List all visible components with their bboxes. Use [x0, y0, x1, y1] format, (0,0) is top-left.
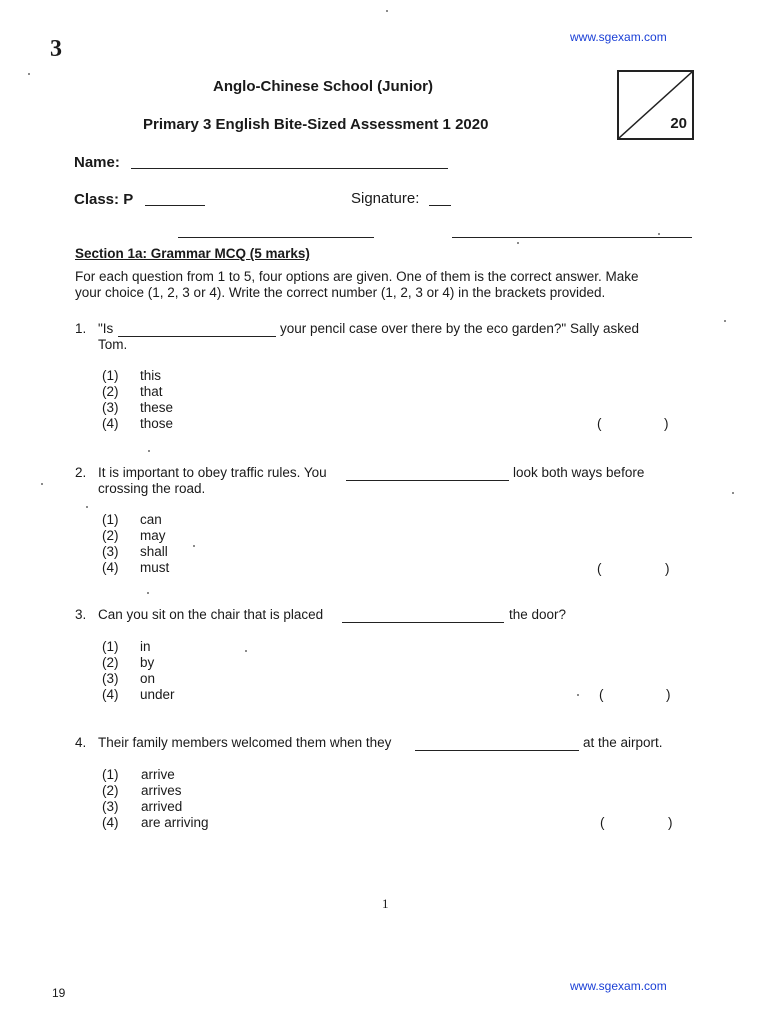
class-label: Class: P: [74, 191, 134, 208]
option-number: (3): [102, 799, 119, 814]
option-number: (4): [102, 560, 119, 575]
page-number-center: 1: [382, 896, 389, 911]
option-text: under: [140, 687, 175, 702]
answer-blank[interactable]: [415, 750, 579, 751]
answer-bracket-close[interactable]: ): [668, 815, 673, 830]
option-number: (4): [102, 416, 119, 431]
option-text: by: [140, 655, 155, 670]
website-link-bottom[interactable]: www.sgexam.com: [570, 979, 667, 993]
option-text: are arriving: [141, 815, 209, 830]
scan-speck: [86, 506, 88, 508]
option-text: in: [140, 639, 151, 654]
name-field-line[interactable]: [131, 168, 448, 169]
option-number: (2): [102, 655, 119, 670]
answer-bracket-close[interactable]: ): [665, 561, 670, 576]
scan-speck: [147, 592, 149, 594]
option-number: (3): [102, 671, 119, 686]
question-number: 4.: [75, 735, 87, 750]
score-total: 20: [670, 115, 687, 132]
option-text: can: [140, 512, 162, 527]
answer-bracket-open[interactable]: (: [597, 561, 602, 576]
option-text: must: [140, 560, 170, 575]
website-link-top[interactable]: www.sgexam.com: [570, 30, 667, 44]
question-text-start: Can you sit on the chair that is placed: [98, 607, 324, 622]
option-number: (1): [102, 639, 119, 654]
question-text-end: look both ways before: [513, 465, 645, 480]
name-label: Name:: [74, 154, 120, 171]
page-number-left: 19: [52, 986, 66, 1000]
answer-bracket-close[interactable]: ): [664, 416, 669, 431]
option-number: (3): [102, 544, 119, 559]
answer-bracket-open[interactable]: (: [600, 815, 605, 830]
answer-bracket-open[interactable]: (: [597, 416, 602, 431]
option-text: these: [140, 400, 174, 415]
question-number: 3.: [75, 607, 87, 622]
option-number: (2): [102, 783, 119, 798]
option-number: (3): [102, 400, 119, 415]
school-name: Anglo-Chinese School (Junior): [213, 78, 433, 95]
page-number-top: 3: [50, 36, 62, 62]
instructions-line-2: your choice (1, 2, 3 or 4). Write the correct number (1, 2, 3 or 4) in the brackets provided.: [75, 285, 606, 300]
question-number: 1.: [75, 321, 87, 336]
option-number: (2): [102, 384, 119, 399]
score-box: [617, 70, 694, 140]
scan-speck: [724, 320, 726, 322]
section-title: Section 1a: Grammar MCQ (5 marks): [75, 246, 310, 261]
signature-field-line[interactable]: [429, 205, 451, 206]
answer-blank[interactable]: [342, 622, 504, 623]
option-text: arrives: [141, 783, 182, 798]
option-number: (4): [102, 687, 119, 702]
question-text-end: the door?: [509, 607, 567, 622]
scan-speck: [732, 492, 734, 494]
option-text: arrived: [141, 799, 183, 814]
scan-speck: [658, 233, 660, 235]
scan-speck: [41, 483, 43, 485]
option-text: may: [140, 528, 166, 543]
answer-blank[interactable]: [346, 480, 509, 481]
question-number: 2.: [75, 465, 87, 480]
question-text-start: It is important to obey traffic rules. You: [98, 465, 327, 480]
option-text: arrive: [141, 767, 175, 782]
scan-speck: [28, 73, 30, 75]
option-text: this: [140, 368, 162, 383]
question-text-start: Their family members welcomed them when they: [98, 735, 392, 750]
answer-blank[interactable]: [118, 336, 276, 337]
scan-speck: [245, 650, 247, 652]
divider-left: [178, 237, 374, 238]
question-text-line-2: crossing the road.: [98, 481, 206, 496]
scan-speck: [148, 450, 150, 452]
class-field-line[interactable]: [145, 205, 205, 206]
instructions-line-1: For each question from 1 to 5, four options are given. One of them is the correct answer. Make: [75, 269, 639, 284]
option-number: (1): [102, 767, 119, 782]
option-number: (2): [102, 528, 119, 543]
question-text-end: at the airport.: [583, 735, 663, 750]
scan-speck: [517, 242, 519, 244]
option-number: (4): [102, 815, 119, 830]
question-text-line-2: Tom.: [98, 337, 128, 352]
answer-bracket-close[interactable]: ): [666, 687, 671, 702]
signature-label: Signature:: [351, 190, 420, 207]
option-text: on: [140, 671, 156, 686]
divider-right: [452, 237, 692, 238]
scan-speck: [193, 545, 195, 547]
question-text-start: "Is: [98, 321, 114, 336]
answer-bracket-open[interactable]: (: [599, 687, 604, 702]
question-text-end: your pencil case over there by the eco garden?" Sally asked: [280, 321, 640, 336]
scan-speck: [386, 10, 388, 12]
option-text: that: [140, 384, 163, 399]
option-number: (1): [102, 368, 119, 383]
option-text: shall: [140, 544, 168, 559]
scan-speck: [577, 694, 579, 696]
option-number: (1): [102, 512, 119, 527]
assessment-title: Primary 3 English Bite-Sized Assessment 1 2020: [143, 116, 489, 133]
option-text: those: [140, 416, 174, 431]
